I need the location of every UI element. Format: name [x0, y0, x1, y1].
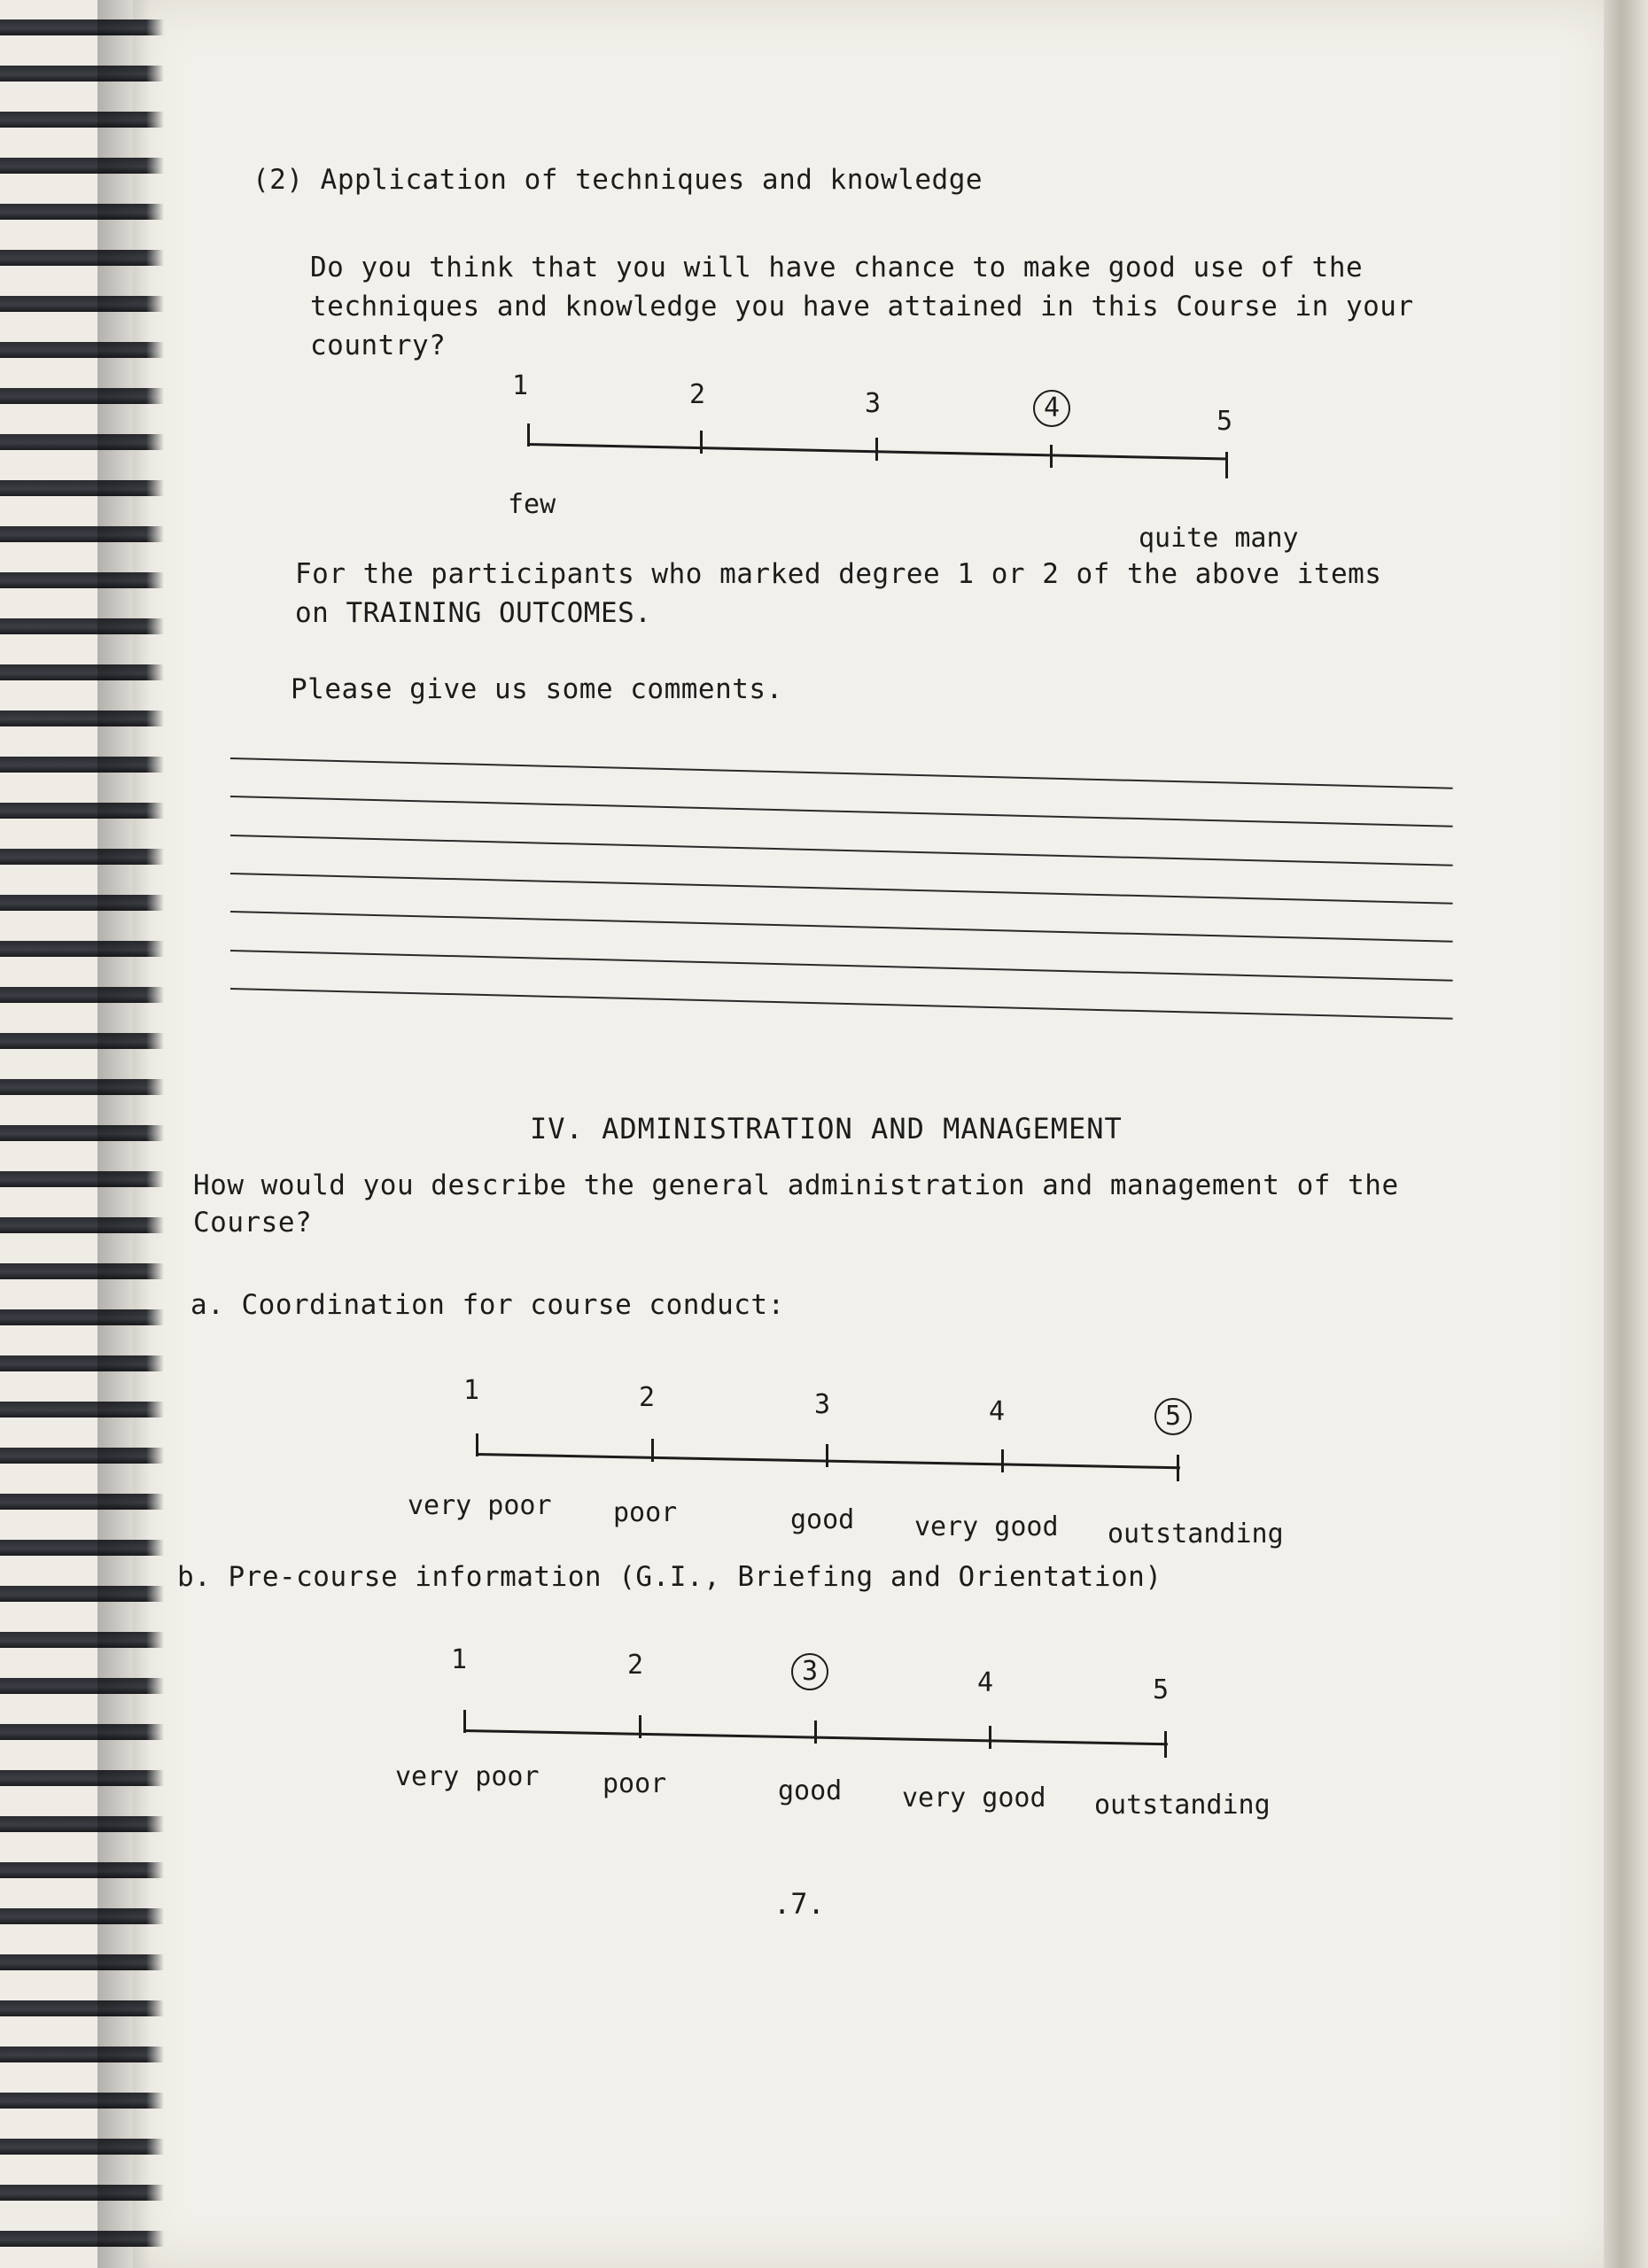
scale-tick [1164, 1731, 1167, 1758]
rating-label: very poor [395, 1761, 540, 1792]
scale-number-5-selected[interactable]: 5 [1154, 1398, 1192, 1435]
section-iv-heading: IV. ADMINISTRATION AND MANAGEMENT [530, 1112, 1123, 1146]
scale-number-5[interactable]: 5 [1216, 406, 1233, 437]
scale-number-4-selected[interactable]: 4 [1033, 390, 1070, 427]
item-b-label: b. Pre-course information (G.I., Briefing and Orientation) [177, 1561, 1162, 1593]
scale-tick [814, 1720, 817, 1744]
scale-tick [463, 1710, 466, 1733]
section-heading: (2) Application of techniques and knowledge [253, 164, 983, 196]
scale-number-3[interactable]: 3 [813, 1389, 831, 1420]
scale-number-1[interactable]: 1 [463, 1375, 480, 1406]
participant-note-line2: on TRAINING OUTCOMES. [295, 597, 652, 629]
scale-tick [700, 431, 703, 454]
rating-label: good [790, 1504, 855, 1535]
comment-prompt: Please give us some comments. [291, 673, 783, 705]
question-text: Do you think that you will have chance to make good use of the techniques and knowledge you have attained in this Course in your country? [310, 252, 1414, 361]
scale-number-2[interactable]: 2 [626, 1650, 644, 1681]
scale-number-3[interactable]: 3 [864, 388, 882, 419]
scale-number-1[interactable]: 1 [450, 1644, 468, 1675]
rating-label: poor [602, 1768, 667, 1799]
scale-tick [989, 1726, 991, 1749]
rating-label: good [778, 1775, 843, 1806]
scale-tick [1225, 452, 1228, 478]
scale-left-label: few [508, 489, 556, 520]
scale-number-5[interactable]: 5 [1152, 1674, 1170, 1705]
rating-label: very poor [408, 1490, 552, 1521]
scale-number-4[interactable]: 4 [988, 1396, 1006, 1427]
rating-label: outstanding [1108, 1518, 1284, 1550]
scale-tick [527, 423, 530, 447]
scale-number-3-selected[interactable]: 3 [791, 1653, 828, 1690]
participant-note-line1: For the participants who marked degree 1 or 2 of the above items [295, 558, 1382, 590]
scale-tick [826, 1444, 828, 1467]
scale-number-1[interactable]: 1 [511, 370, 529, 401]
scale-tick [1177, 1455, 1179, 1481]
admin-question-line2: Course? [193, 1207, 313, 1239]
scale-tick [476, 1433, 478, 1456]
page-number: .7. [773, 1887, 825, 1921]
scale-tick [639, 1715, 641, 1738]
scale-right-label: quite many [1139, 523, 1299, 554]
scale-number-2[interactable]: 2 [638, 1382, 656, 1413]
scale-tick [1001, 1449, 1004, 1472]
scale-tick [1050, 445, 1053, 468]
scale-number-4[interactable]: 4 [976, 1667, 994, 1698]
scale-tick [875, 438, 878, 461]
rating-label: outstanding [1094, 1790, 1271, 1821]
admin-question-line1: How would you describe the general administration and management of the [193, 1169, 1399, 1201]
rating-label: poor [613, 1497, 678, 1528]
rating-label: very good [914, 1511, 1059, 1542]
item-a-label: a. Coordination for course conduct: [190, 1289, 785, 1321]
scale-number-2[interactable]: 2 [688, 379, 706, 410]
rating-label: very good [902, 1783, 1046, 1814]
binding-shadow [97, 0, 151, 2268]
scale-tick [651, 1439, 654, 1462]
page-edge [1604, 0, 1648, 2268]
